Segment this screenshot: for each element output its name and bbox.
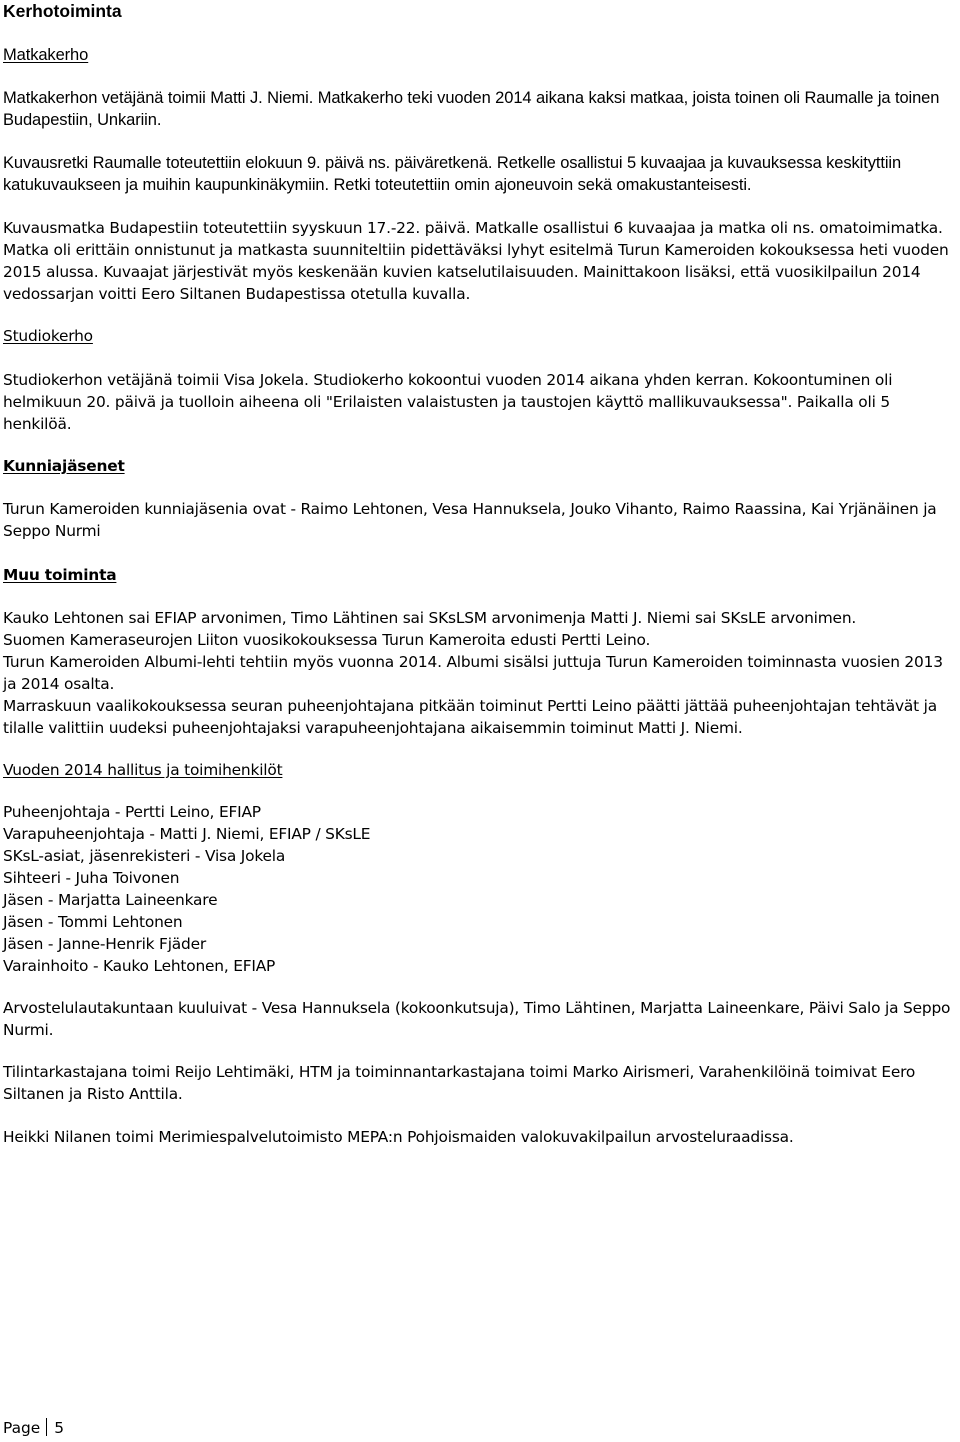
paragraph-tilintarkastaja: Tilintarkastajana toimi Reijo Lehtimäki, HTM ja toiminnantarkastajana toimi Marko Airismeri, Varahenkilöinä toimivat Eero Siltanen ja Risto Anttila. <box>3 1063 916 1103</box>
hallitus-member: Jäsen - Marjatta Laineenkare <box>3 891 218 909</box>
footer-divider <box>46 1418 47 1436</box>
subheading-hallitus: Vuoden 2014 hallitus ja toimihenkilöt <box>3 761 283 779</box>
hallitus-member: Jäsen - Janne-Henrik Fjäder <box>3 935 206 953</box>
hallitus-member-list <box>3 801 958 977</box>
hallitus-member: Sihteeri - Juha Toivonen <box>3 869 180 887</box>
muu-toiminta-line: Turun Kameroiden Albumi-lehti tehtiin myös vuonna 2014. Albumi sisälsi juttuja Turun Kameroiden toiminnasta vuosien 2013 ja 2014 osalta. <box>3 653 943 693</box>
muu-toiminta-line: Marraskuun vaalikokouksessa seuran puheenjohtajana pitkään toiminut Pertti Leino päätti jättää puheenjohtajan tehtävät ja tilalle valittiin uudeksi puheenjohtajaksi varapuheenjohtajana aikaisemmin toiminut Matti J. Niemi. <box>3 697 937 737</box>
section-heading-kerhotoiminta: Kerhotoiminta <box>3 1 122 21</box>
hallitus-member: Varainhoito - Kauko Lehtonen, EFIAP <box>3 957 276 975</box>
paragraph-rauma-trip: Kuvausretki Raumalle toteutettiin elokuun 9. päivä ns. päiväretkenä. Retkelle osallistui 5 kuvaajaa ja kuvauksessa keskityttiin katukuvaukseen ja muihin kaupunkinäkymiin. Retki toteutettiin omin ajoneuvoin sekä omakustanteisesti. <box>3 154 902 194</box>
muu-toiminta-line: Kauko Lehtonen sai EFIAP arvonimen, Timo Lähtinen sai SKsLSM arvonimenja Matti J. Niemi sai SKsLE arvonimen. <box>3 609 857 627</box>
page-label: Page <box>3 1419 41 1437</box>
hallitus-member: SKsL-asiat, jäsenrekisteri - Visa Jokela <box>3 847 286 865</box>
paragraph-kunniajasenet: Turun Kameroiden kunniajäsenia ovat - Raimo Lehtonen, Vesa Hannuksela, Jouko Vihanto, Raimo Raassina, Kai Yrjänäinen ja Seppo Nurmi <box>3 500 937 540</box>
hallitus-member: Varapuheenjohtaja - Matti J. Niemi, EFIAP / SKsLE <box>3 825 371 843</box>
paragraph-matkakerho-intro: Matkakerhon vetäjänä toimii Matti J. Niemi. Matkakerho teki vuoden 2014 aikana kaksi matkaa, joista toinen oli Raumalle ja toinen Budapestiin, Unkariin. <box>3 89 940 129</box>
page-number: 5 <box>54 1419 65 1437</box>
subheading-matkakerho: Matkakerho <box>3 46 89 64</box>
hallitus-member: Jäsen - Tommi Lehtonen <box>3 913 183 931</box>
subheading-studiokerho: Studiokerho <box>3 327 93 345</box>
muu-toiminta-line: Suomen Kameraseurojen Liiton vuosikokouksessa Turun Kameroita edusti Pertti Leino. <box>3 631 651 649</box>
page-footer <box>3 1417 64 1439</box>
hallitus-member: Puheenjohtaja - Pertti Leino, EFIAP <box>3 803 261 821</box>
section-heading-muu-toiminta: Muu toiminta <box>3 566 117 584</box>
paragraph-studiokerho: Studiokerhon vetäjänä toimii Visa Jokela. Studiokerho kokoontui vuoden 2014 aikana yhden kerran. Kokoontuminen oli helmikuun 20. päivä ja tuolloin aiheena oli "Erilaisten valaistusten ja taustojen käyttö mallikuvauksessa". Paikalla oli 5 henkilöä. <box>3 371 893 433</box>
muu-toiminta-list <box>3 607 958 739</box>
paragraph-mepa: Heikki Nilanen toimi Merimiespalvelutoimisto MEPA:n Pohjoismaiden valokuvakilpailun arvosteluraadissa. <box>3 1128 794 1146</box>
paragraph-arvostelulautakunta: Arvostelulautakuntaan kuuluivat - Vesa Hannuksela (kokoonkutsuja), Timo Lähtinen, Marjatta Laineenkare, Päivi Salo ja Seppo Nurmi. <box>3 999 951 1039</box>
section-heading-kunniajasenet: Kunniajäsenet <box>3 457 125 475</box>
paragraph-budapest-trip: Kuvausmatka Budapestiin toteutettiin syyskuun 17.-22. päivä. Matkalle osallistui 6 kuvaajaa ja matka oli ns. omatoimimatka. Matka oli erittäin onnistunut ja matkasta suunniteltiin pidettäväksi lyhyt esitelmä Turun Kameroiden kokouksessa heti vuoden 2015 alussa. Kuvaajat järjestivät myös keskenään kuvien katselutilaisuuden. Mainittakoon lisäksi, että vuosikilpailun 2014 vedossarjan voitti Eero Siltanen Budapestissa otetulla kuvalla. <box>3 219 949 303</box>
